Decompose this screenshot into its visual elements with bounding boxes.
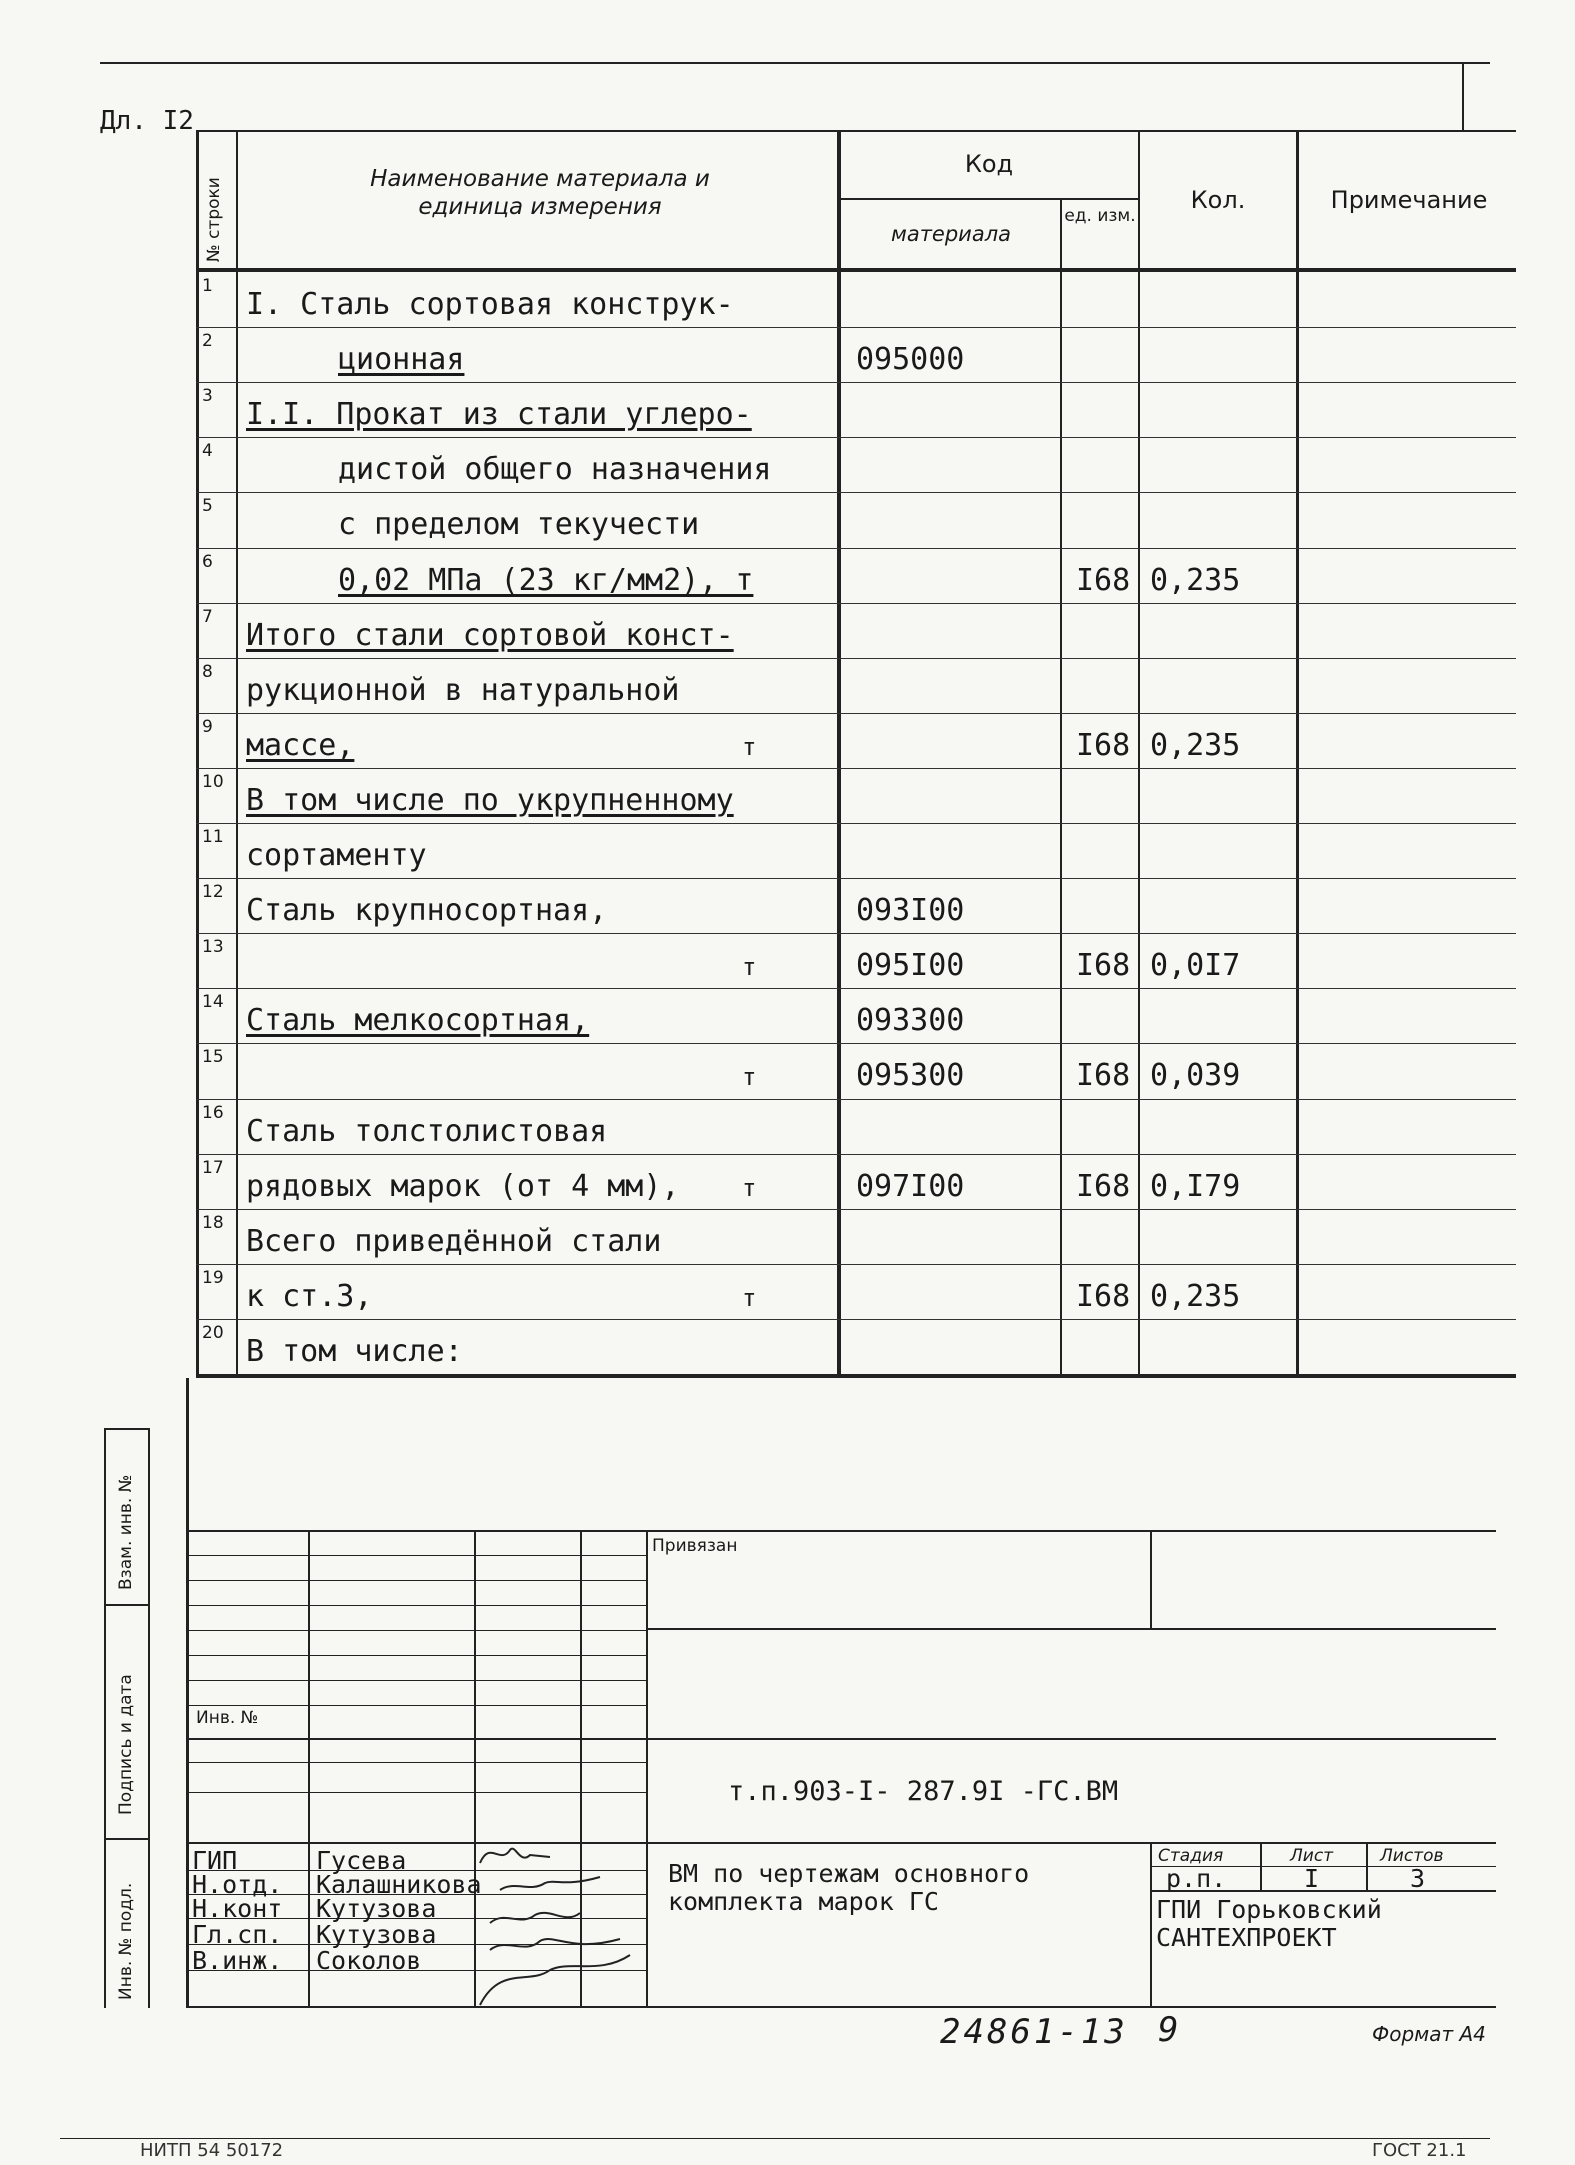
stamp-role: В.инж.: [192, 1946, 283, 1975]
footer-bottom-left: НИТП 54 50172: [140, 2140, 284, 2161]
organization: ГПИ Горьковский САНТЕХПРОЕКТ: [1156, 1895, 1382, 1952]
row-unit-code: I68: [1076, 728, 1131, 763]
row-code: 093300: [856, 1003, 965, 1038]
stamp-role: Н.конт: [192, 1894, 283, 1923]
row-unit: т: [742, 953, 757, 981]
signatures: [470, 1835, 670, 2020]
row-name: рукционной в натуральной: [246, 673, 680, 708]
row-number: 7: [202, 607, 213, 627]
row-code: 095300: [856, 1058, 965, 1093]
row-code: 095I00: [856, 948, 965, 983]
doc-code: т.п.903-I- 287.9I -ГС.ВМ: [728, 1776, 1119, 1807]
row-qty: 0,039: [1150, 1058, 1241, 1093]
privyazan-label: Привязан: [652, 1536, 738, 1556]
signature-2: [500, 1877, 600, 1890]
row-name: Сталь крупносортная,: [246, 893, 608, 928]
stamp-role: Гл.сп.: [192, 1920, 283, 1949]
table-row: [0, 768, 1575, 823]
table-row: [0, 327, 1575, 382]
signature-1: [480, 1849, 550, 1863]
row-name: дистой общего назначения: [338, 452, 772, 487]
table-row: [0, 878, 1575, 933]
sheets-value: 3: [1410, 1864, 1426, 1893]
footer-bottom-right: ГОСТ 21.1: [1372, 2140, 1467, 2161]
row-number: 2: [202, 331, 213, 351]
row-qty: 0,235: [1150, 563, 1241, 598]
sheet-label: Дл. I2: [100, 106, 194, 136]
row-number: 8: [202, 662, 213, 682]
table-row: [0, 492, 1575, 547]
stamp-person-name: Соколов: [316, 1946, 422, 1975]
doc-title: ВМ по чертежам основного комплекта марок ГС: [668, 1859, 1030, 1916]
row-name: Итого стали сортовой конст-: [246, 618, 734, 653]
table-row: [0, 1043, 1575, 1098]
stamp-role: Н.отд.: [192, 1870, 283, 1899]
row-name: В том числе:: [246, 1334, 463, 1369]
row-number: 9: [202, 717, 213, 737]
sheet-value: I: [1304, 1864, 1320, 1893]
stage-value: р.п.: [1166, 1864, 1227, 1893]
table-row: [0, 823, 1575, 878]
footer-page: 9: [1158, 2010, 1179, 2050]
row-number: 13: [202, 937, 224, 957]
header-code-unit: ед. изм.: [1064, 206, 1136, 226]
stage-label: Стадия: [1158, 1846, 1224, 1866]
row-unit-code: I68: [1076, 1279, 1131, 1314]
table-row: [0, 437, 1575, 492]
footer-number: 24861-13: [940, 2012, 1128, 2052]
row-number: 16: [202, 1103, 224, 1123]
table-row: [0, 272, 1575, 327]
row-unit: т: [742, 1284, 757, 1312]
row-unit: т: [742, 733, 757, 761]
row-name: I. Сталь сортовая конструк-: [246, 287, 734, 322]
header-qty: Кол.: [1190, 186, 1246, 214]
signature-3: [490, 1913, 580, 1923]
table-row: [0, 988, 1575, 1043]
table-row: [0, 1209, 1575, 1264]
row-number: 17: [202, 1158, 224, 1178]
side-inv: Инв. № подл.: [116, 1882, 136, 2000]
row-name: сортаменту: [246, 838, 427, 873]
row-name: к ст.3,: [246, 1279, 373, 1314]
table-row: [0, 658, 1575, 713]
stamp-person-name: Кутузова: [316, 1894, 437, 1923]
footer-format: Формат А4: [1372, 2022, 1486, 2046]
row-name: рядовых марок (от 4 мм),: [246, 1169, 680, 1204]
row-name: В том числе по укрупненному: [246, 783, 734, 818]
signature-4: [490, 1939, 620, 1950]
stamp-person-name: Калашникова: [316, 1870, 482, 1899]
row-unit-code: I68: [1076, 1058, 1131, 1093]
row-number: 20: [202, 1323, 224, 1343]
row-qty: 0,235: [1150, 1279, 1241, 1314]
table-row: [0, 933, 1575, 988]
row-number: 18: [202, 1213, 224, 1233]
row-name: 0,02 МПа (23 кг/мм2), т: [338, 563, 754, 598]
table-row: [0, 603, 1575, 658]
row-name: Всего приведённой стали: [246, 1224, 662, 1259]
header-name: Наименование материала и единица измерения: [370, 166, 710, 220]
row-number: 3: [202, 386, 213, 406]
row-code: 095000: [856, 342, 965, 377]
row-number: 19: [202, 1268, 224, 1288]
table-row: [0, 713, 1575, 768]
row-unit-code: I68: [1076, 1169, 1131, 1204]
row-number: 10: [202, 772, 224, 792]
row-unit-code: I68: [1076, 563, 1131, 598]
row-number: 1: [202, 276, 213, 296]
table-row: [0, 1319, 1575, 1374]
row-name: ционная: [338, 342, 465, 377]
row-code: 097I00: [856, 1169, 965, 1204]
table-row: [0, 548, 1575, 603]
row-unit: т: [742, 1063, 757, 1091]
stamp-person-name: Гусева: [316, 1846, 407, 1875]
row-name: с пределом текучести: [338, 507, 700, 542]
row-code: 093I00: [856, 893, 965, 928]
sheets-label: Листов: [1380, 1846, 1444, 1866]
signature-5: [480, 1955, 630, 2005]
row-number: 11: [202, 827, 224, 847]
row-unit: т: [742, 1174, 757, 1202]
row-qty: 0,235: [1150, 728, 1241, 763]
row-number: 14: [202, 992, 224, 1012]
stamp-role: ГИП: [192, 1846, 238, 1875]
row-number: 4: [202, 441, 213, 461]
header-code-material: материала: [890, 222, 1011, 246]
side-vzam: Взам. инв. №: [116, 1474, 136, 1590]
table-row: [0, 1264, 1575, 1319]
row-qty: 0,I79: [1150, 1169, 1241, 1204]
sheet-label-stamp: Лист: [1290, 1846, 1334, 1866]
header-code: Код: [964, 150, 1014, 178]
table-row: [0, 1099, 1575, 1154]
row-unit-code: I68: [1076, 948, 1131, 983]
header-row-number: № строки: [204, 177, 224, 262]
row-number: 12: [202, 882, 224, 902]
stamp-person-name: Кутузова: [316, 1920, 437, 1949]
row-number: 6: [202, 552, 213, 572]
row-name: массе,: [246, 728, 355, 763]
row-name: Сталь толстолистовая: [246, 1114, 608, 1149]
table-row: [0, 1154, 1575, 1209]
inv-no-label: Инв. №: [196, 1708, 259, 1728]
row-number: 5: [202, 496, 213, 516]
row-number: 15: [202, 1047, 224, 1067]
header-note: Примечание: [1330, 186, 1488, 214]
row-name: Сталь мелкосортная,: [246, 1003, 590, 1038]
row-name: I.I. Прокат из стали углеро-: [246, 397, 752, 432]
table-row: [0, 382, 1575, 437]
row-qty: 0,0I7: [1150, 948, 1241, 983]
side-podpis: Подпись и дата: [116, 1674, 136, 1815]
